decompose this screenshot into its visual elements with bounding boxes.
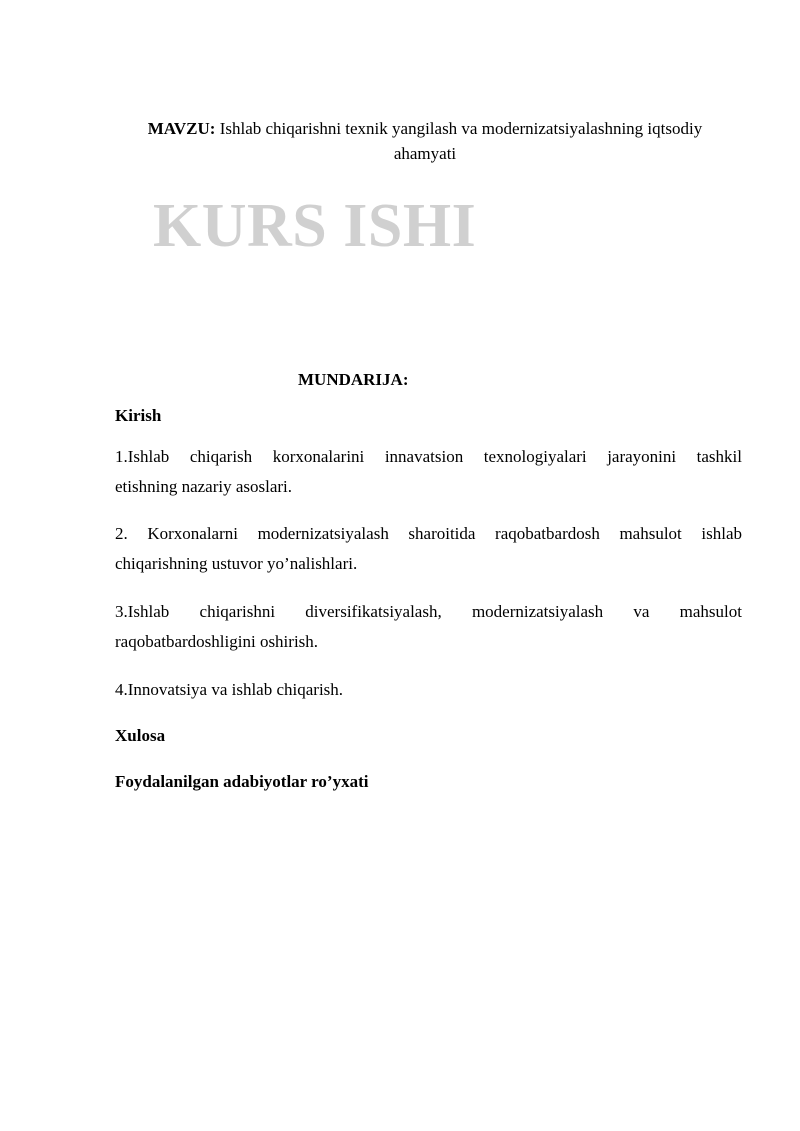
course-work-title: KURS ISHI [153, 192, 477, 260]
toc-item-1-line2: etishning nazariy asoslari. [115, 477, 293, 496]
toc-intro: Kirish [115, 406, 162, 425]
topic-text: Ishlab chiqarishni texnik yangilash va modernizatsiyalashning iqtsodiy [219, 119, 703, 138]
toc-item-4 [115, 675, 742, 705]
toc-item-3-line2: raqobatbardoshligini oshirish. [115, 632, 319, 651]
toc-item-1 [115, 442, 742, 502]
toc-conclusion: Xulosa [115, 726, 166, 745]
toc-item-2-line1: 2. Korxonalarni modernizatsiyalash sharoitida raqobatbardosh mahsulot ishlab [115, 524, 742, 543]
topic-title [110, 116, 740, 166]
toc-item-1-line1: 1.Ishlab chiqarish korxonalarini innavatsion texnologiyalari jarayonini tashkil [115, 447, 742, 466]
toc-item-2 [115, 519, 742, 579]
toc-item-3 [115, 597, 742, 657]
toc-references: Foydalanilgan adabiyotlar ro’yxati [115, 772, 369, 791]
toc-item-2-line2: chiqarishning ustuvor yo’nalishlari. [115, 554, 358, 573]
toc-item-4-line1: 4.Innovatsiya va ishlab chiqarish. [115, 680, 344, 699]
toc-item-3-line1: 3.Ishlab chiqarishni diversifikatsiyalash, modernizatsiyalash va mahsulot [115, 602, 742, 621]
topic-label: MAVZU: [147, 119, 216, 138]
contents-heading: MUNDARIJA: [298, 370, 409, 389]
topic-text-line2: ahamyati [393, 144, 457, 163]
